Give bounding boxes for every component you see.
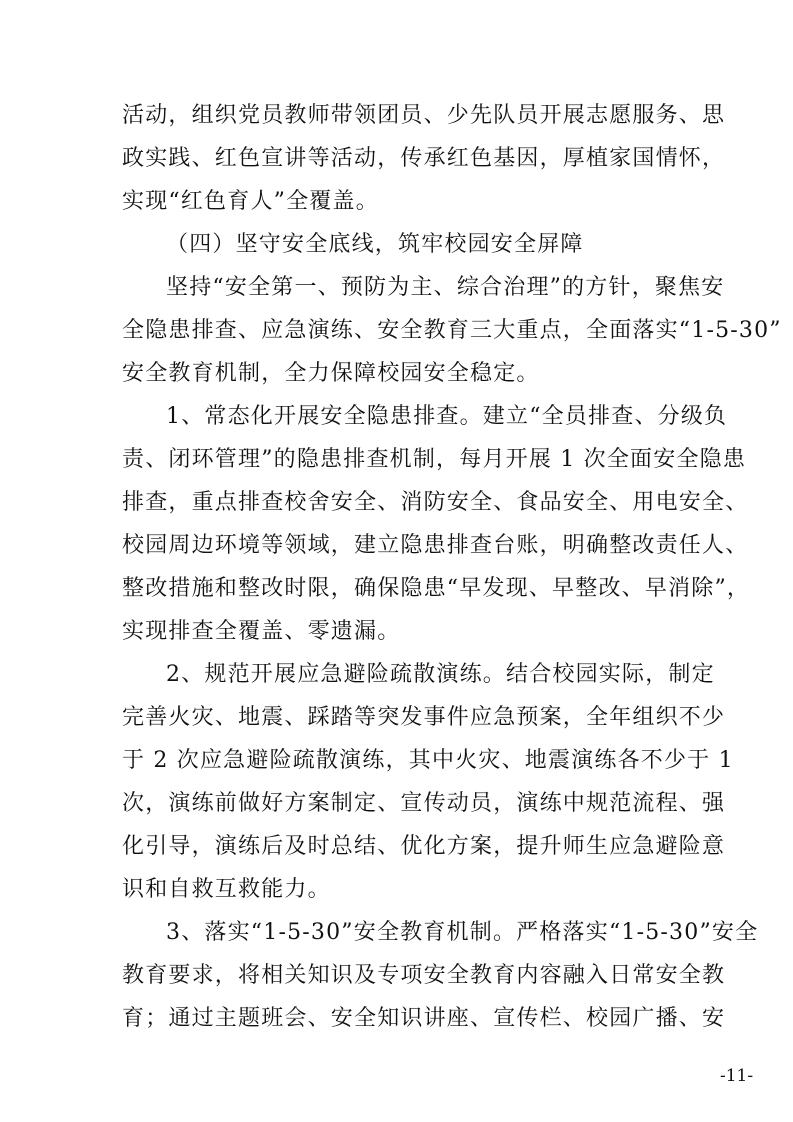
text-line: 整改措施和整改时限，确保隐患“早发现、早整改、早消除”， (122, 576, 751, 601)
text-line: 政实践、红色宣讲等活动，传承红色基因，厚植家国情怀， (122, 146, 726, 171)
text-line: 校园周边环境等领域，建立隐患排查台账，明确整改责任人、 (122, 533, 749, 558)
text-line: 坚持“安全第一、预防为主、综合治理”的方针，聚焦安 (166, 275, 725, 300)
text-line: 次，演练前做好方案制定、宣传动员，演练中规范流程、强 (122, 791, 726, 816)
text-line: 育；通过主题班会、安全知识讲座、宣传栏、校园广播、安 (122, 1006, 726, 1031)
text-line: 教育要求，将相关知识及专项安全教育内容融入日常安全教 (122, 963, 726, 988)
text-line: 全隐患排查、应急演练、安全教育三大重点，全面落实“1-5-30” (122, 318, 782, 343)
text-line: 于 2 次应急避险疏散演练，其中火灾、地震演练各不少于 1 (122, 748, 734, 773)
page-number: -11- (720, 1066, 754, 1086)
text-line: 2、规范开展应急避险疏散演练。结合校园实际，制定 (166, 662, 715, 687)
text-line: 实现排查全覆盖、零遗漏。 (122, 619, 401, 644)
text-line: 完善火灾、地震、踩踏等突发事件应急预案，全年组织不少 (122, 705, 726, 730)
text-line: 责、闭环管理”的隐患排查机制，每月开展 1 次全面安全隐患 (122, 447, 747, 472)
text-line: 排查，重点排查校舍安全、消防安全、食品安全、用电安全、 (122, 490, 749, 515)
text-line: 3、落实“1-5-30”安全教育机制。严格落实“1-5-30”安全 (166, 920, 759, 945)
text-line: 1、常态化开展安全隐患排查。建立“全员排查、分级负 (166, 404, 728, 429)
text-line: 安全教育机制，全力保障校园安全稳定。 (122, 361, 540, 386)
text-line: 化引导，演练后及时总结、优化方案，提升师生应急避险意 (122, 834, 726, 859)
section-heading: （四）坚守安全底线，筑牢校园安全屏障 (166, 232, 584, 257)
text-line: 活动，组织党员教师带领团员、少先队员开展志愿服务、思 (122, 103, 726, 128)
text-line: 实现“红色育人”全覆盖。 (122, 189, 379, 214)
text-line: 识和自救互救能力。 (122, 877, 331, 902)
